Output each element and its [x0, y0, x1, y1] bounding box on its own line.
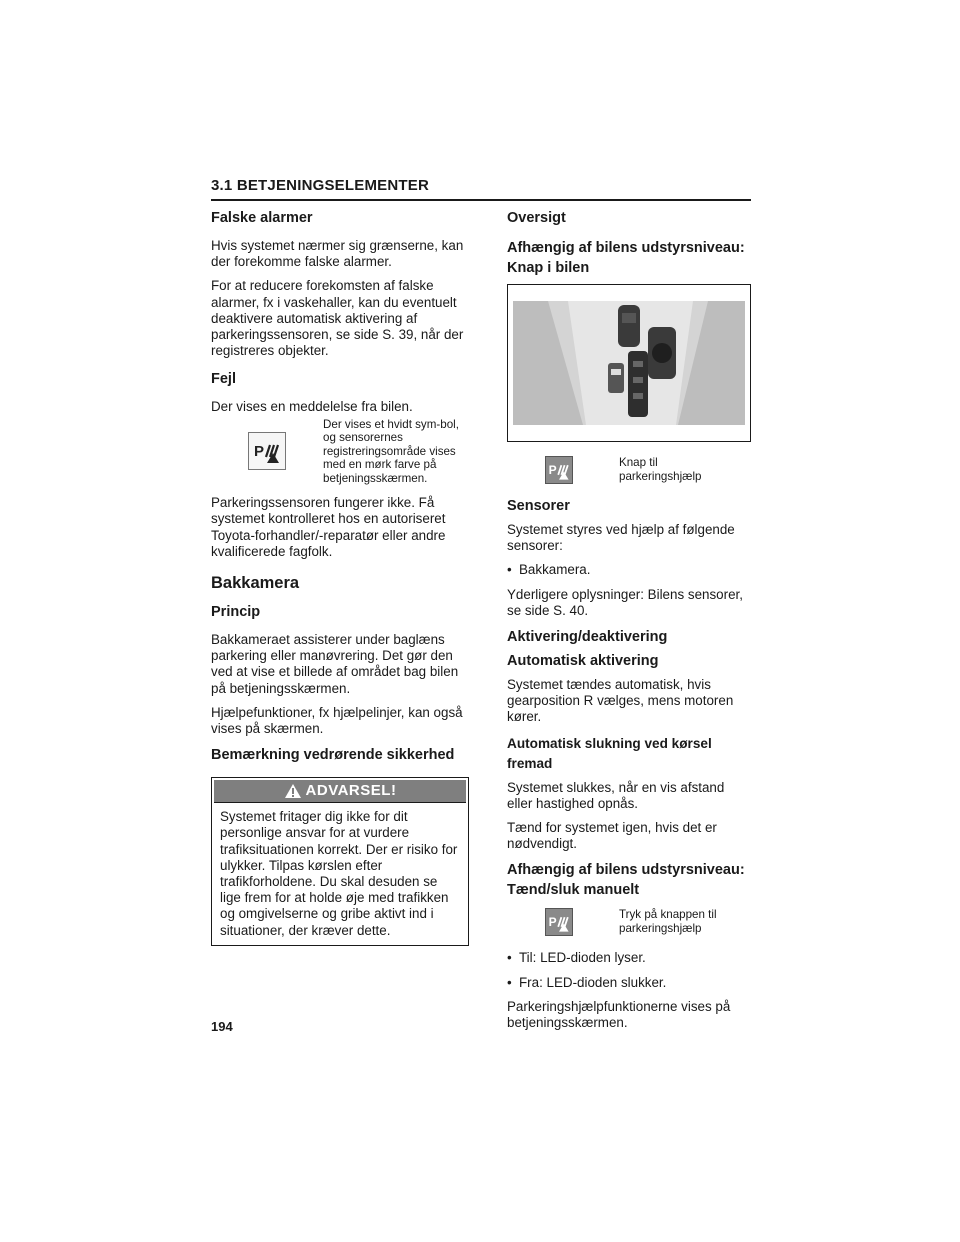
overview-heading: Oversigt [507, 210, 566, 226]
final-paragraph: Parkeringshjælpfunktionerne vises på betjeningsskærmen. [507, 998, 731, 1031]
auto-off-paragraph-2: Tænd for systemet igen, hvis det er nødvendigt. [507, 820, 717, 852]
warning-triangle-icon [284, 783, 302, 799]
section-divider [211, 199, 751, 201]
bullet-marker: • [507, 974, 512, 990]
warning-title: ADVARSEL! [305, 782, 397, 800]
camera-heading: Bakkamera [211, 573, 300, 592]
false-alarms-paragraph-1: Hvis systemet nærmer sig grænserne, kan der forekomme falske alarmer. [211, 238, 464, 270]
auto-activation-paragraph: Systemet tændes automatisk, hvis gearposition R vælges, mens motoren kører. [507, 677, 734, 725]
warning-box [211, 777, 469, 946]
press-figure [507, 908, 751, 936]
parking-assist-button-icon [545, 456, 573, 484]
led-off-text: Fra: LED-dioden slukker. [519, 974, 667, 990]
principle-heading: Princip [211, 603, 261, 620]
svg-text:P: P [254, 442, 265, 460]
auto-activation-heading: Automatisk aktivering [507, 653, 659, 670]
led-on-list-item [507, 950, 751, 966]
led-on-text: Til: LED-dioden lyser. [519, 950, 646, 966]
warning-text: Systemet fritager dig ikke for dit personlige ansvar for at vurdere trafiksituationen korrekt. Der er risiko for ulykker. Tilpas kørslen efter trafikforholdene. Du skal desuden se lige frem for at holde øje med trafikken og omgivelserne og gribe aktivt ind i situationer, der kræver dette. [220, 809, 458, 938]
interior-photo [507, 284, 751, 442]
sensors-paragraph-1: Systemet styres ved hjælp af følgende sensorer: [507, 522, 735, 554]
right-column [507, 208, 751, 1039]
led-off-list-item [507, 975, 751, 991]
safety-heading: Bemærkning vedrørende sikkerhed [211, 747, 455, 764]
sensors-paragraph-2: Yderligere oplysninger: Bilens sensorer, se side S. 40. [507, 586, 743, 618]
error-paragraph-1: Der vises en meddelelse fra bilen. [211, 399, 413, 415]
warning-header [214, 780, 466, 803]
activation-heading: Aktivering/deaktivering [507, 629, 668, 646]
auto-off-heading: Automatisk slukning ved kørsel fremad [507, 735, 712, 771]
equipment-heading-1: Afhængig af bilens udstyrsniveau: Knap i bilen [507, 240, 745, 276]
page-number: 194 [211, 1019, 233, 1034]
bullet-marker: • [507, 950, 512, 966]
button-caption: Knap til parkeringshjælp [619, 456, 702, 483]
press-caption: Tryk på knappen til parkeringshjælp [619, 908, 717, 935]
parking-assist-icon [248, 432, 286, 470]
bullet-marker: • [507, 562, 512, 578]
sensors-bullet-text: Bakkamera. [519, 562, 591, 578]
principle-paragraph-1: Bakkameraet assisterer under baglæns parkering eller manøvrering. Det gør den ved at vise et billede af området bag bilen på betjeningsskærmen. [211, 631, 459, 696]
section-title: 3.1 BETJENINGSELEMENTER [211, 177, 429, 194]
svg-text:P: P [548, 915, 557, 930]
false-alarms-paragraph-2: For at reducere forekomsten af falske alarmer, fx i vaskehaller, kan du eventuelt deaktivere automatisk aktivering af parkeringssensoren, se side S. 39, når der registreres objekter. [211, 278, 464, 359]
error-paragraph-2: Parkeringssensoren fungerer ikke. Få systemet kontrolleret hos en autoriseret Toyota-forhandler/-reparatør eller andre kvalificerede fagfolk. [211, 495, 446, 559]
button-figure [507, 456, 751, 484]
false-alarms-heading: Falske alarmer [211, 210, 313, 226]
equipment-heading-2: Afhængig af bilens udstyrsniveau: Tænd/sluk manuelt [507, 862, 745, 899]
sensors-heading: Sensorer [507, 498, 570, 514]
svg-text:P: P [548, 463, 557, 477]
left-column [211, 208, 469, 946]
sensors-list-item [507, 562, 751, 578]
principle-paragraph-2: Hjælpefunktioner, fx hjælpelinjer, kan også vises på skærmen. [211, 704, 463, 736]
error-icon-figure [211, 418, 469, 486]
parking-assist-button-icon-2 [545, 908, 573, 936]
error-icon-caption: Der vises et hvidt sym-bol, og sensorernes registreringsområde vises med en mørk farve på betjeningsskærmen. [323, 417, 459, 485]
auto-off-paragraph-1: Systemet slukkes, når en vis afstand eller hastighed opnås. [507, 779, 725, 811]
error-heading: Fejl [211, 371, 236, 388]
